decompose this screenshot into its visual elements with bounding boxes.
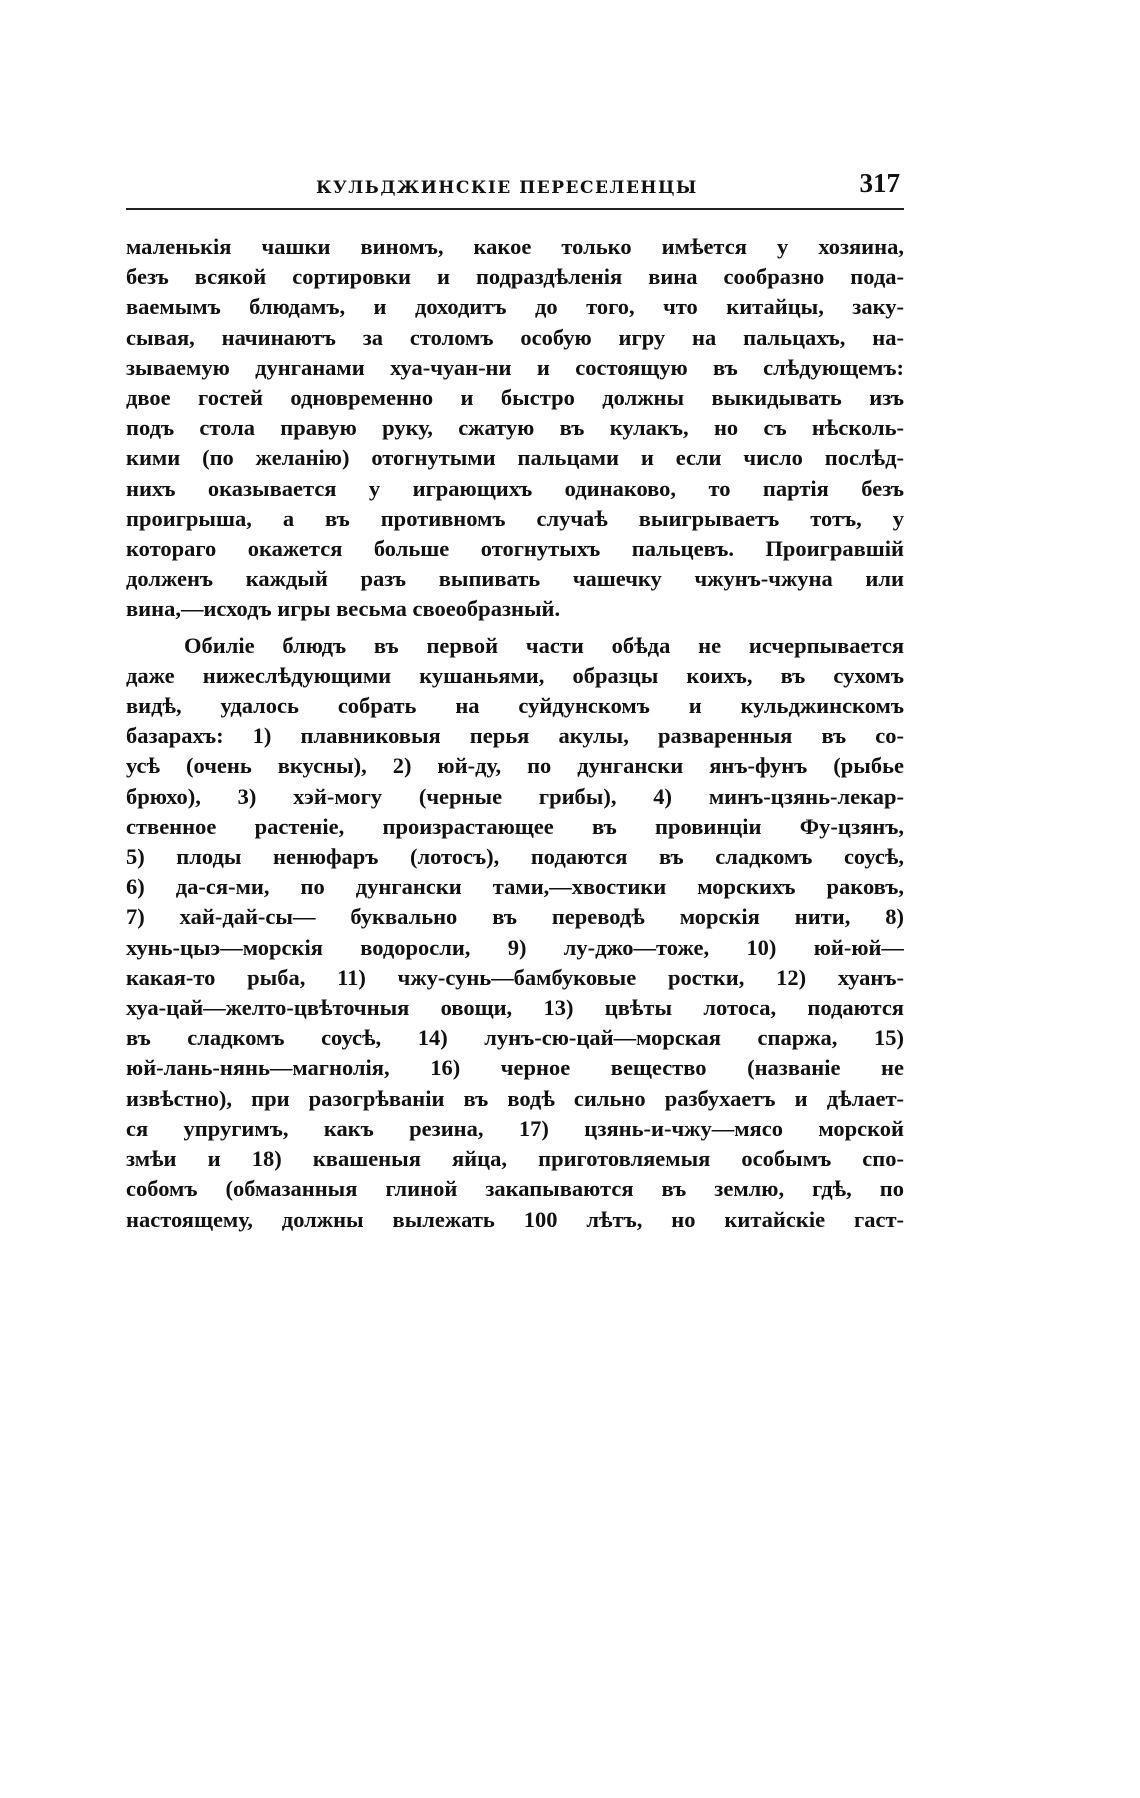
text-line: базарахъ: 1) плавниковыя перья акулы, разваренныя въ со- — [126, 723, 904, 749]
text-line: юй-лань-нянь—магнолія, 16) черное вещество (названіе не — [126, 1055, 904, 1081]
text-line: двое гостей одновременно и быстро должны выкидывать изъ — [126, 385, 904, 411]
text-line: нихъ оказывается у играющихъ одинаково, то партія безъ — [126, 475, 904, 501]
text-line: ся упругимъ, какъ резина, 17) цзянь-и-чжу—мясо морской — [126, 1115, 904, 1141]
running-head: КУЛЬДЖИНСКІЕ ПЕРЕСЕЛЕНЦЫ — [316, 178, 698, 198]
text-line: зываемую дунганами хуа-чуан-ни и состоящую въ слѣдующемъ: — [126, 354, 904, 380]
text-line: сывая, начинаютъ за столомъ особую игру на пальцахъ, на- — [126, 324, 904, 350]
body-text — [126, 232, 904, 1235]
text-line: усѣ (очень вкусны), 2) юй-ду, по дунгански янъ-фунъ (рыбье — [126, 753, 904, 779]
text-line: 6) да-ся-ми, по дунгански тами,—хвостики морскихъ раковъ, — [126, 874, 904, 900]
text-line: безъ всякой сортировки и подраздѣленія вина сообразно пода- — [126, 264, 904, 290]
text-line: хунь-цыэ—морскія водоросли, 9) лу-джо—тоже, 10) юй-юй— — [126, 934, 904, 960]
text-line: котораго окажется больше отогнутыхъ пальцевъ. Проигравшій — [126, 536, 904, 562]
text-line: ваемымъ блюдамъ, и доходитъ до того, что китайцы, заку- — [126, 294, 904, 320]
text-line: настоящему, должны вылежать 100 лѣтъ, но китайскіе гаст- — [126, 1206, 904, 1232]
text-line: въ сладкомъ соусѣ, 14) лунъ-сю-цай—морская спаржа, 15) — [126, 1025, 904, 1051]
header-rule — [126, 208, 904, 210]
text-line: хуа-цай—желто-цвѣточныя овощи, 13) цвѣты лотоса, подаются — [126, 995, 904, 1021]
text-line: Обиліе блюдъ въ первой части обѣда не исчерпывается — [184, 632, 904, 658]
text-line: какая-то рыба, 11) чжу-сунь—бамбуковые ростки, 12) хуанъ- — [126, 964, 904, 990]
text-line: собомъ (обмазанныя глиной закапываются въ землю, гдѣ, по — [126, 1176, 904, 1202]
text-line: видѣ, удалось собрать на суйдунскомъ и кульджинскомъ — [126, 693, 904, 719]
text-line: вина,—исходъ игры весьма своеобразный. — [126, 596, 561, 622]
book-page — [126, 160, 904, 1235]
text-line: кими (по желанію) отогнутыми пальцами и если число послѣд- — [126, 445, 904, 471]
text-line: даже нижеслѣдующими кушаньями, образцы коихъ, въ сухомъ — [126, 662, 904, 688]
text-line: змѣи и 18) квашеныя яйца, приготовляемыя особымъ спо- — [126, 1146, 904, 1172]
text-line: долженъ каждый разъ выпивать чашечку чжунъ-чжуна или — [126, 566, 904, 592]
paragraph-1 — [126, 232, 904, 625]
paragraph-2 — [126, 631, 904, 1235]
text-line: проигрыша, а въ противномъ случаѣ выигрываетъ тотъ, у — [126, 505, 904, 531]
text-line: извѣстно), при разогрѣваніи въ водѣ сильно разбухаетъ и дѣлает- — [126, 1085, 904, 1111]
text-line: 5) плоды ненюфаръ (лотосъ), подаются въ сладкомъ соусѣ, — [126, 844, 904, 870]
text-line: маленькія чашки виномъ, какое только имѣется у хозяина, — [126, 234, 904, 259]
page-header — [126, 160, 904, 220]
page-number: 317 — [859, 168, 900, 198]
text-line: брюхо), 3) хэй-могу (черные грибы), 4) минъ-цзянь-лекар- — [126, 783, 904, 809]
text-line: 7) хай-дай-сы— буквально въ переводѣ морскія нити, 8) — [126, 904, 904, 930]
text-line: ственное растеніе, произрастающее въ провинціи Фу-цзянъ, — [126, 813, 904, 839]
text-line: подъ стола правую руку, сжатую въ кулакъ, но съ нѣсколь- — [126, 415, 904, 441]
